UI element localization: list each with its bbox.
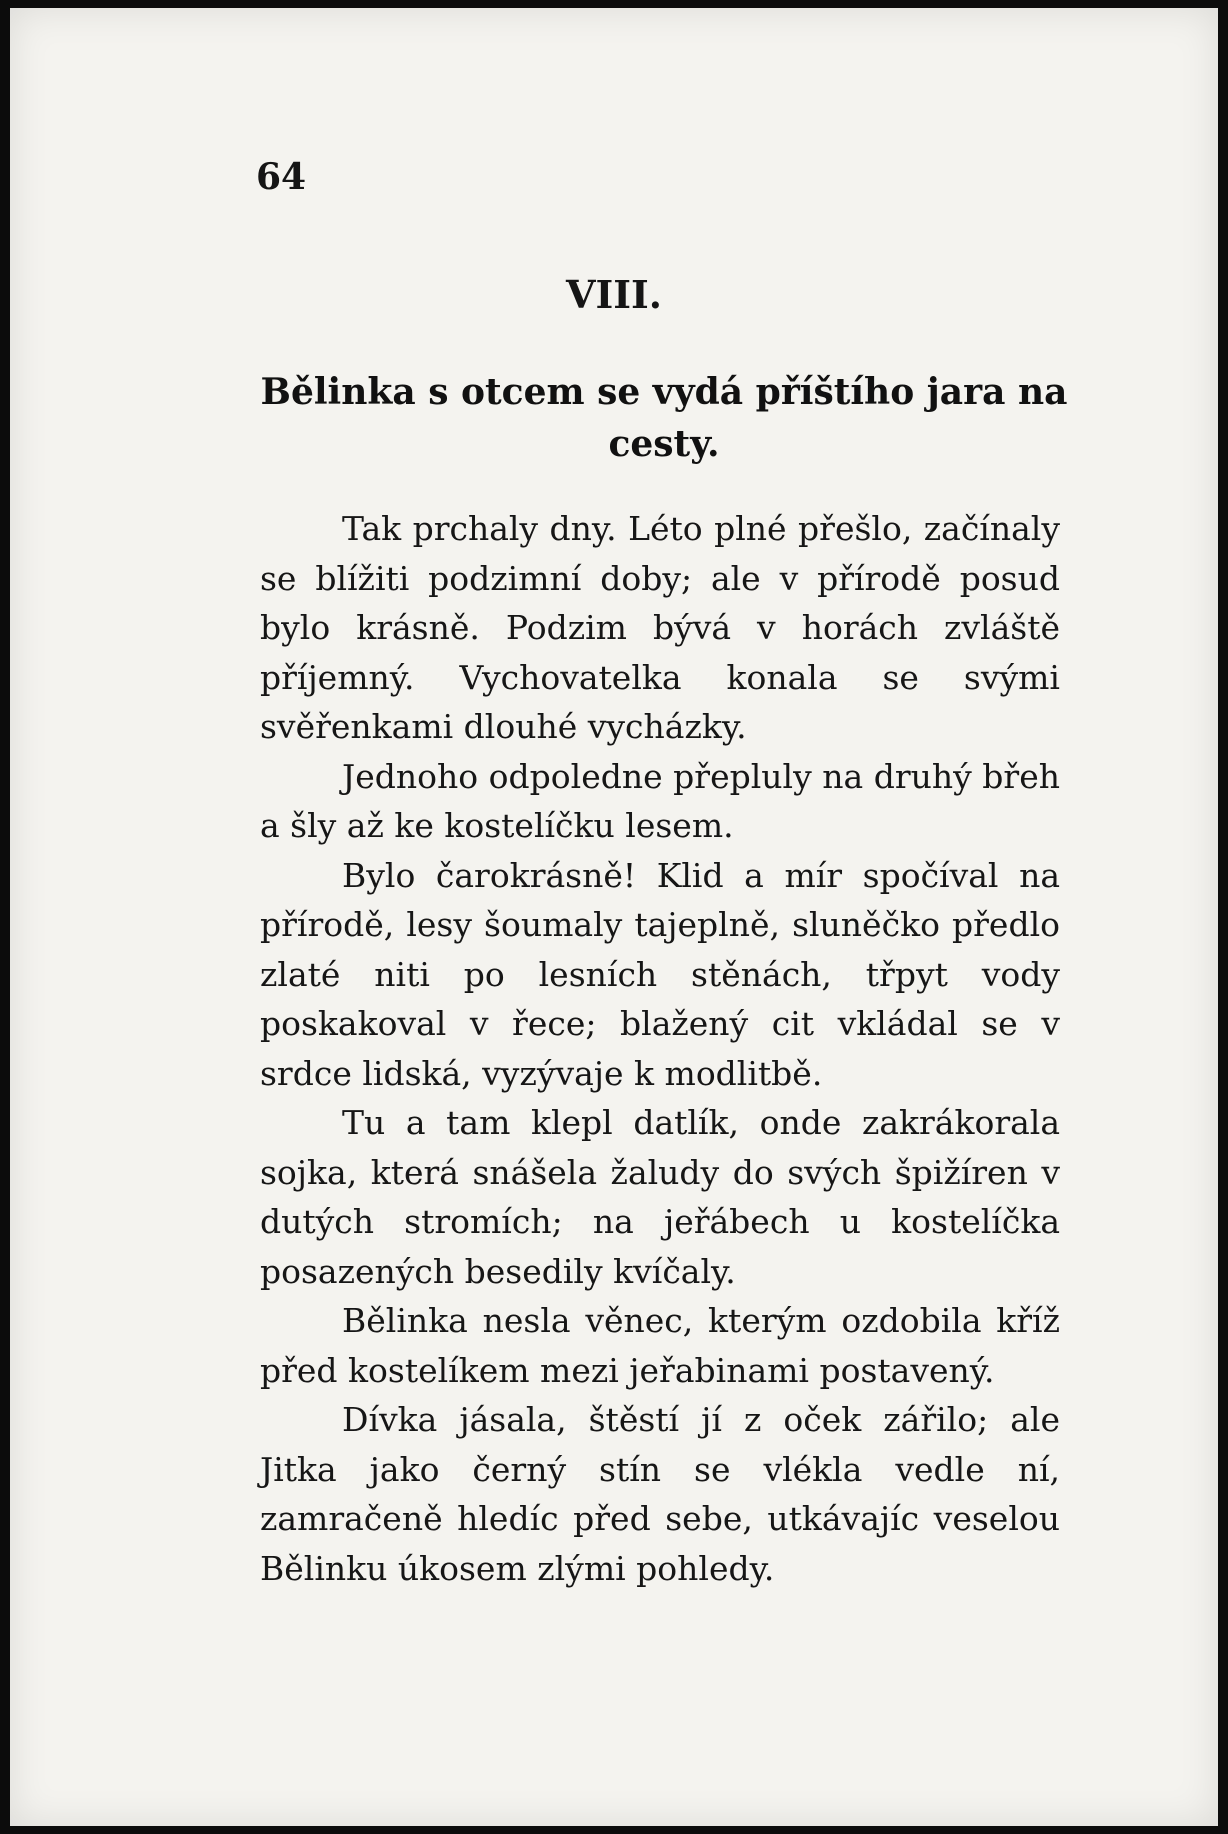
paragraph: Bylo čarokrásně! Klid a mír spočíval na přírodě, lesy šoumaly tajeplně, sluněčko předlo zlaté niti po lesních stěnách, třpyt vody poskakoval v řece; blažený cit vkládal se v srdce lidská, vyzývaje k modlitbě. <box>260 855 1060 1093</box>
paragraph: Tak prchaly dny. Léto plné přešlo, začínaly se blížiti podzimní doby; ale v přírodě posud bylo krásně. Podzim bývá v horách zvláště příjemný. Vychovatelka konala se svými svěřenkami dlouhé vycházky. <box>260 509 1060 746</box>
chapter-title: Bělinka s otcem se vydá příštího jara na cesty. <box>260 371 1068 465</box>
paragraph: Dívka jásala, štěstí jí z oček zářilo; ale Jitka jako černý stín se vlékla vedle ní, zamračeně hledíc před sebe, utkávajíc veselou Bělinku úkosem zlými pohledy. <box>260 1400 1060 1588</box>
paragraph: Jednoho odpoledne přepluly na druhý břeh a šly až ke kostelíčku lesem. <box>260 756 1060 845</box>
chapter-body <box>260 504 1060 1593</box>
paragraph: Tu a tam klepl datlík, onde zakrákorala sojka, která snášela žaludy do svých špižíren v dutých stromích; na jeřábech u kostelíčka posazených besedily kvíčaly. <box>260 1103 1060 1291</box>
page-number: 64 <box>256 156 307 198</box>
chapter-number: VIII. <box>565 272 663 317</box>
book-page <box>10 8 1218 1826</box>
paragraph: Bělinka nesla věnec, kterým ozdobila kříž před kostelíkem mezi jeřabinami postavený. <box>260 1301 1060 1390</box>
